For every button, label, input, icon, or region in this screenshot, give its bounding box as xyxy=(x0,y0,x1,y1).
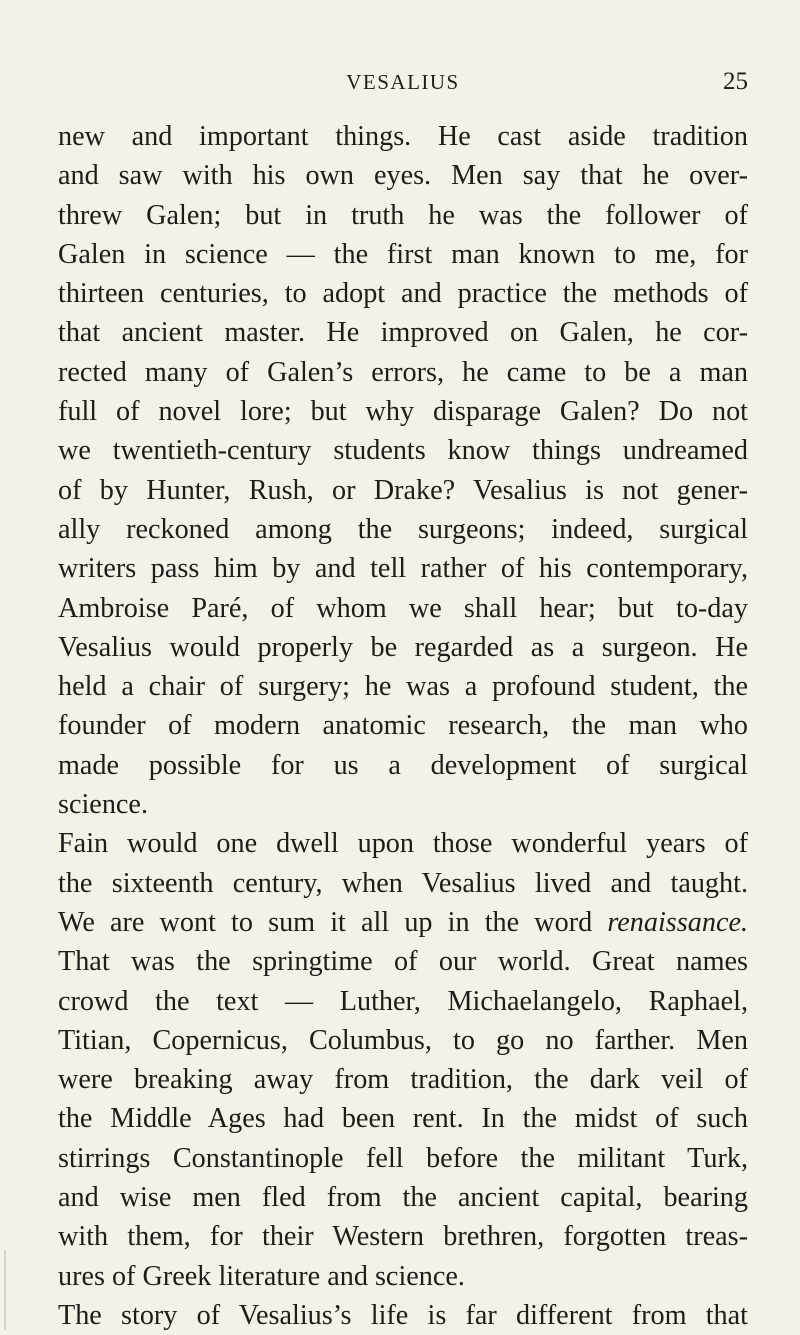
text-line: the Middle Ages had been rent. In the midst of such xyxy=(58,1103,748,1135)
text-line: that ancient master. He improved on Galen, he cor- xyxy=(58,317,748,349)
text-line: ally reckoned among the surgeons; indeed, surgical xyxy=(58,513,748,545)
text-line: science. xyxy=(58,789,148,821)
text-line: writers pass him by and tell rather of his contemporary, xyxy=(58,553,748,585)
text-line: crowd the text — Luther, Michaelangelo, Raphael, xyxy=(58,985,748,1017)
text-line: new and important things. He cast aside tradition xyxy=(58,121,748,152)
text-line: full of novel lore; but why disparage Galen? Do not xyxy=(58,396,748,428)
text-line: Galen in science — the first man known to me, for xyxy=(58,238,748,270)
text-line: stirrings Constantinople fell before the militant Turk, xyxy=(58,1142,748,1174)
running-title: VESALIUS xyxy=(346,70,460,94)
text-line: with them, for their Western brethren, forgotten treas- xyxy=(58,1221,748,1253)
text-line: and wise men fled from the ancient capital, bearing xyxy=(58,1182,748,1214)
text-line: were breaking away from tradition, the dark veil of xyxy=(58,1064,748,1096)
text-line: That was the springtime of our world. Great names xyxy=(58,946,748,978)
page-edge-shadow xyxy=(4,1250,6,1330)
body-text xyxy=(58,117,748,1335)
text-line: Vesalius would properly be regarded as a surgeon. He xyxy=(58,631,748,663)
text-line: made possible for us a development of surgical xyxy=(58,749,748,781)
italic-word: renaissance. xyxy=(607,906,749,938)
text-line: founder of modern anatomic research, the man who xyxy=(58,710,748,742)
text-line: and saw with his own eyes. Men say that he over- xyxy=(58,160,748,192)
text-line: thirteen centuries, to adopt and practice the methods of xyxy=(58,278,748,310)
text-line: Ambroise Paré, of whom we shall hear; but to-day xyxy=(58,592,748,624)
text-line: the sixteenth century, when Vesalius lived and taught. xyxy=(58,867,748,899)
text-line: ures of Greek literature and science. xyxy=(58,1260,465,1292)
text-line: threw Galen; but in truth he was the follower of xyxy=(58,199,748,231)
text-line: Titian, Copernicus, Columbus, to go no farther. Men xyxy=(58,1024,748,1056)
text-line: rected many of Galen’s errors, he came to be a man xyxy=(58,356,748,388)
page-number: 25 xyxy=(723,68,748,95)
text-line: The story of Vesalius’s life is far different from that xyxy=(58,1299,748,1331)
text-segment: We are wont to sum it all up in the word xyxy=(58,906,593,938)
text-line: held a chair of surgery; he was a profound student, the xyxy=(58,671,748,703)
text-line: we twentieth-century students know things undreamed xyxy=(58,435,748,467)
text-line xyxy=(58,903,748,942)
text-line: of by Hunter, Rush, or Drake? Vesalius is not gener- xyxy=(58,474,748,506)
page-header xyxy=(58,66,748,100)
text-line: Fain would one dwell upon those wonderful years of xyxy=(58,828,748,860)
